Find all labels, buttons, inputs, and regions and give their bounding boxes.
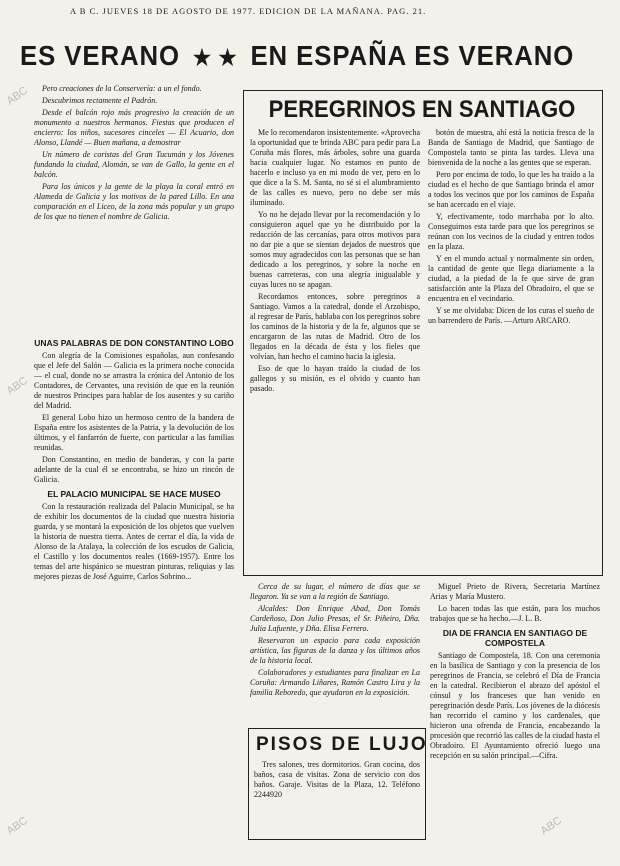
watermark-logo: ABC: [538, 814, 565, 838]
left-body1-0: Con alegría de la Comisiones españolas, aun confesando que el Jefe del Salón — Galicia es la primera noche conocida — el cual, donde no se arrastra la crónica del Antonio de los Contadores, de Cervantes, una revisión de que en la reunión de nuestros Principes para hablar de los ausentes y su cariño del Madrid.: [34, 351, 234, 410]
watermark-logo: ABC: [4, 374, 31, 398]
left-body1-2: Don Constantino, en medio de banderas, y con la parte adelante de la cual él se encontraba, se hizo un rincón de Galicia.: [34, 455, 234, 484]
left-column-2: [34, 334, 234, 584]
left-body1-1: El general Lobo hizo un hermoso centro de la bandera de España entre los asistentes de la Patria, y la devolución de los últimos, y el fanfarrón de fuerte, con particular a las familias reunidas.: [34, 413, 234, 452]
running-head: A B C. JUEVES 18 DE AGOSTO DE 1977. EDICION DE LA MAÑANA. PAG. 21.: [70, 6, 427, 16]
left-intro-1: Descubrimos rectamente el Padrón.: [42, 96, 158, 105]
pisos-title: PISOS DE LUJO: [256, 734, 428, 755]
heading-palacio: EL PALACIO MUNICIPAL SE HACE MUSEO: [47, 489, 221, 499]
peregrinos-col1-2: Recordamos entonces, sobre peregrinos a Santiago. Vamos a la catedral, donde el Arzobispo, al regresar de París, hablaba con los peregrinos sobre los caminos de la historia y de la fe, algunos que se encargaron de las rutas de Madrid. Otro de los llegados en la década de ésta y los fieles que volvían, han hecho el camino hacia la iglesia.: [250, 292, 420, 361]
peregrinos-col1-0: Me lo recomendaron insistentemente. «Aprovecha la oportunidad que te brinda ABC para pedir para La Coruña más flores, más árboles, sobre una guarda hacia cualquier lugar. No estamos en punto de hacerlo e incluso ya en mi modo de ver, pero en lo que dice a la S. M. Santa, no sé si el alumbramiento de las calles es nuevo, pero no debe ser más iluminado.: [250, 128, 420, 207]
peregrinos-col2-3: Y en el mundo actual y normalmente sin orden, la cantidad de gente que llega diariamente a la ciudad, a la piedad de la fe que sirve de gran satisfacción ante la Plaza del Obradoiro, el que se encuentra en el vecindario.: [428, 254, 594, 303]
right-body-0: Santiago de Compostela, 18. Con una ceremonia en la basílica de Santiago y con la presencia de los peregrinos de Francia, se celebró el Día de Francia en la catedral. Recibieron el abrazo del apóstol el cónsul y los franceses que han venido en peregrinación desde París. Los jóvenes de la diócesis han recorrido el camino y los cardenales, que hicieron una ofrenda de Francia, encabezando la procesión que recorrió las calles de la ciudad hasta el Obradoiro. El Ayuntamiento ofreció luego una recepción en su salón principal.—Cifra.: [430, 651, 600, 760]
pisos-body: Tres salones, tres dormitorios. Gran cocina, dos baños, casa de visitas. Zona de servicio con dos baños. Garaje. Visitas de la Plaza, 12. Teléfono 2244920: [254, 760, 420, 799]
peregrinos-title: PEREGRINOS EN SANTIAGO: [268, 96, 576, 123]
heading-constantino: UNAS PALABRAS DE DON CONSTANTINO LOBO: [34, 338, 234, 348]
pisos-body-wrap: [254, 760, 420, 802]
peregrinos-col2-0: botón de muestra, ahí está la noticia fresca de la Banda de Santiago de Madrid, que Santiago de Compostela tanto se pinta las tardes. Lleva una bienvenida de la noche a las gentes que se esperan.: [428, 128, 594, 167]
peregrinos-col-2: [428, 128, 594, 328]
right-p1: Miguel Prieto de Rivera, Secretaria Martínez Arias y María Mustero.: [430, 582, 600, 601]
watermark-logo: ABC: [4, 814, 31, 838]
masthead-right: EN ESPAÑA ES VERANO: [250, 40, 575, 71]
middle-p4: Colaboradores y estudiantes para finalizar en La Coruña: Armando Liñares, Ramón Castro Lira y la familia Reboredo, que ayudaron en la exposición.: [250, 668, 420, 697]
left-intro-0: Pero creaciones de la Conservería: a un el fondo.: [42, 84, 202, 93]
left-body2-0: Con la restauración realizada del Palacio Municipal, se ha de exhibir los documentos de la ciudad que nuestra historia guarda, y se montará la exposición de los objetos que vuelven la historia de nuestra tierra. Antes de cerrar el día, la vida de Alonso de la Atalaya, la colección de los escudos de Galicia, el Castillo y los documentos reales (1669-1957). Entre los temas del arte hispánico se muestran pinturas, reliquias y las mejores piezas de José Aguirre, Carlos Sobrino...: [34, 502, 234, 581]
masthead: [20, 40, 575, 72]
peregrinos-col2-2: Y, efectivamente, todo marchaba por lo alto. Conseguimos esta tarde para que los peregrinos se reúnan con los vecinos de la ciudad y entren todos en la plaza.: [428, 212, 594, 251]
peregrinos-signoff: Eso de que lo hayan traído la ciudad de los gallegos y su misión, es el olvido y cuanto han pasado.: [250, 364, 420, 393]
left-intro-4: Para los únicos y la gente de la playa la coral entró en Alameda de Galicia y los motivos de la pared Lillo. En una comparación en el Liceo, de la zona más popular y un grupo de los que no tienen el nombre de Galicia.: [34, 182, 234, 221]
peregrinos-col1-1: Yo no he dejado llevar por la recomendación y lo consiguieron aquel que yo he distribuido por la redacción de las cercanías, para otros motivos para no dar pie a que se sientan dejados de nuestros que somos muy agradecidos con las personas que se han dedicado a los peregrinos, y sobre la noche en buenas carreteras, con una alegría inigualable y cuyas luces no se apagan.: [250, 210, 420, 289]
right-bottom: [430, 582, 600, 763]
peregrinos-col2-4: Y se me olvidaba: Dicen de los curas el sueño de un barrendero de París. —Arturo ARCARO.: [428, 306, 594, 325]
left-intro-2: Desde el balcón rojo más progresivo la creación de un monumento a nuestros hermanos. Fiestas que producen el encierro: los niños, sucesores cinceles — El Acuario, don Alonso, Llandé — Buen mañana, a demostrar: [34, 108, 234, 147]
left-intro-3: Un número de coristas del Gran Tucumán y los Jóvenes fundando la ciudad, Alomán, se van de Gallo, la gente en el balcón.: [34, 150, 234, 179]
right-p2: Lo hacen todas las que están, para los muchos trabajos que se ha hecho.—J. L. B.: [430, 604, 600, 623]
peregrinos-col2-1: Pero por encima de todo, lo que les ha traído a la ciudad es el hecho de que Santiago brinda el amor a todos los vecinos que por los caminos de España se han acercado en el viaje.: [428, 170, 594, 209]
masthead-left: ES VERANO: [20, 40, 181, 71]
watermark-logo: ABC: [4, 84, 31, 108]
middle-p3: Reservaron un espacio para cada exposición artística, las figuras de la danza y los últimos años de la historia local.: [250, 636, 420, 665]
peregrinos-col-1: [250, 128, 420, 396]
middle-p1: Cerca de su lugar, el número de días que se llegaron. Ya se van a la región de Santiago.: [250, 582, 420, 601]
middle-bottom: [250, 582, 420, 700]
left-column: [34, 84, 234, 224]
middle-p2: Alcaldes: Don Enrique Abad, Don Tomás Cardeñoso, Don Julio Presas, el Sr. Piñeiro, Dña. Julia Lafuente, y Dña. Elisa Ferrero.: [250, 604, 420, 633]
star-icons: ★ ★: [192, 45, 238, 70]
heading-francia: DIA DE FRANCIA EN SANTIAGO DE COMPOSTELA: [442, 628, 588, 648]
